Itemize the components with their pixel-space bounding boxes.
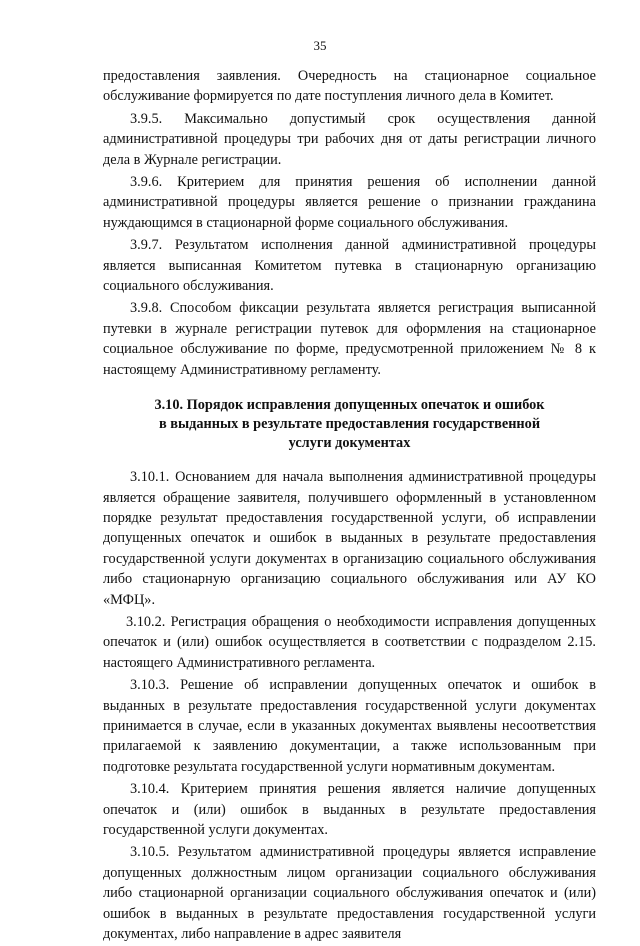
paragraph-3-10-1: 3.10.1. Основанием для начала выполнения административной процедуры является обращение заявителя, получившего оформленный в установленном порядке результат предоставления государственной услуги, об исправлении допущенных опечаток и ошибок в выданных в результате предоставления государственной услуги документах в организацию социального обслуживания либо стационарную организацию социального обслуживания или АУ КО «МФЦ».: [103, 469, 596, 608]
section-heading-3-10: [103, 396, 596, 453]
paragraph-3-10-5: 3.10.5. Результатом административной процедуры является исправление допущенных должностным лицом организации социального обслуживания либо стационарной организации социального обслуживания опечаток и (или) ошибок в выданных в результате предоставления государственной услуги документах, либо направление в адрес заявителя: [103, 844, 596, 943]
paragraph-continuation: предоставления заявления. Очередность на стационарное социальное обслуживание формируется по дате поступления личного дела в Комитет.: [103, 68, 596, 105]
paragraph-3-9-6: 3.9.6. Критерием для принятия решения об исполнении данной административной процедуры является решение о признании гражданина нуждающимся в стационарной форме социального обслуживания.: [103, 174, 596, 231]
section-heading-line: в выданных в результате предоставления государственной: [158, 416, 541, 433]
document-body: [103, 66, 596, 946]
paragraph-3-10-2: 3.10.2. Регистрация обращения о необходимости исправления допущенных опечаток и (или) ошибок осуществляется в соответствии с подразделом 2.15. настоящего Административного регламента.: [103, 613, 596, 671]
paragraph-3-9-8: 3.9.8. Способом фиксации результата является регистрация выписанной путевки в журнале регистрации путевок для оформления на стационарное социальное обслуживание по форме, предусмотренной приложением № 8 к настоящему Административному регламенту.: [103, 300, 596, 378]
paragraph-3-9-7: 3.9.7. Результатом исполнения данной административной процедуры является выписанная Комитетом путевка в стационарную организацию социального обслуживания.: [103, 237, 596, 295]
section-heading-line: услуги документах: [288, 435, 411, 452]
paragraph-3-10-4: 3.10.4. Критерием принятия решения является наличие допущенных опечаток и (или) ошибок в выданных в результате предоставления государственной услуги документах.: [103, 781, 596, 838]
section-heading-line: 3.10. Порядок исправления допущенных опечаток и ошибок: [154, 397, 545, 414]
page-number: 35: [313, 38, 327, 53]
paragraph-3-10-3: 3.10.3. Решение об исправлении допущенных опечаток и ошибок в выданных в результате предоставления государственной услуги документах принимается в случае, если в указанных документах выявлены несоответствия прилагаемой к заявлению документации, а также использованным при подготовке результата государственной услуги нормативным документам.: [103, 677, 596, 775]
paragraph-3-9-5: 3.9.5. Максимально допустимый срок осуществления данной административной процедуры три рабочих дня от даты регистрации личного дела в Журнале регистрации.: [103, 110, 596, 168]
